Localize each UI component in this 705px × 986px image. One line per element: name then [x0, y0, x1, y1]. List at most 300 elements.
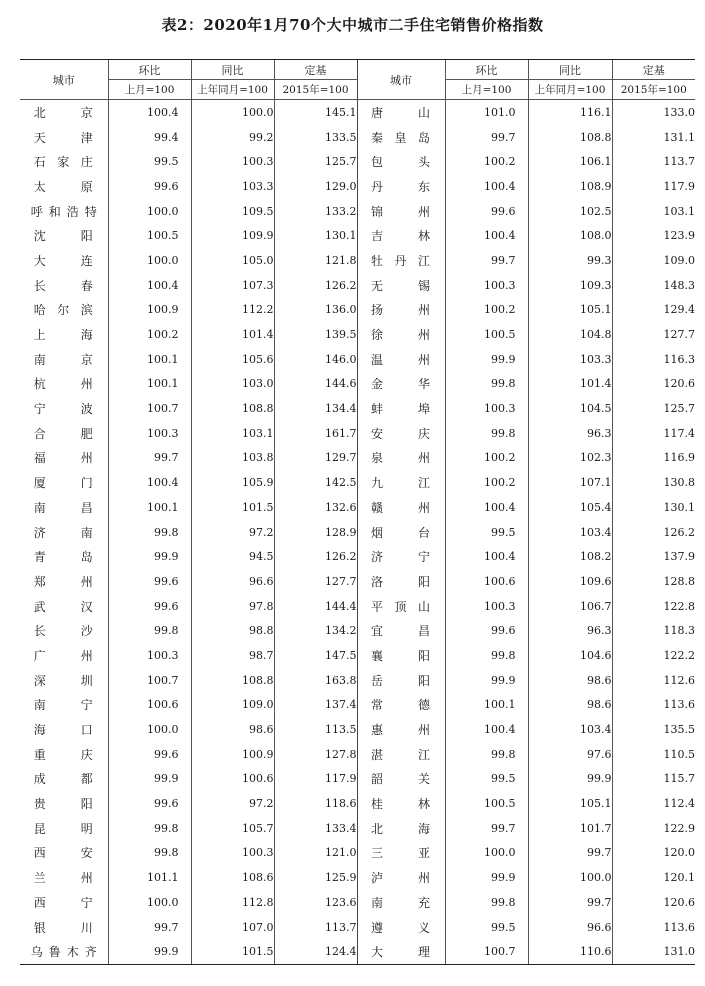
city-cell-left: [20, 396, 108, 421]
city-cell-right: [357, 742, 445, 767]
city-cell-left: [20, 199, 108, 224]
table-row: [20, 618, 695, 643]
base-value: 115.7: [612, 767, 695, 792]
yoy-value: 108.2: [528, 544, 612, 569]
table-row: [20, 915, 695, 940]
mom-value: 99.9: [445, 668, 528, 693]
city-cell-right: [357, 767, 445, 792]
mom-value: 100.7: [445, 939, 528, 964]
mom-value: 100.4: [108, 273, 191, 298]
city-cell-left: [20, 791, 108, 816]
base-value: 136.0: [274, 298, 357, 323]
city-name: 蚌埠: [371, 402, 431, 417]
base-value: 137.9: [612, 544, 695, 569]
yoy-value: 104.5: [528, 396, 612, 421]
yoy-value: 108.8: [191, 396, 274, 421]
yoy-value: 109.5: [191, 199, 274, 224]
mom-value: 99.5: [445, 767, 528, 792]
mom-value: 99.6: [445, 199, 528, 224]
mom-value: 100.3: [445, 594, 528, 619]
table-row: [20, 125, 695, 150]
base-value: 128.9: [274, 520, 357, 545]
base-value: 109.0: [612, 248, 695, 273]
city-cell-left: [20, 520, 108, 545]
city-name: 扬州: [371, 303, 431, 318]
base-value: 112.4: [612, 791, 695, 816]
city-cell-right: [357, 199, 445, 224]
yoy-value: 101.5: [191, 495, 274, 520]
city-cell-right: [357, 223, 445, 248]
table-row: [20, 347, 695, 372]
base-value: 123.6: [274, 890, 357, 915]
city-cell-left: [20, 322, 108, 347]
city-cell-left: [20, 421, 108, 446]
mom-value: 100.2: [445, 149, 528, 174]
yoy-value: 103.3: [191, 174, 274, 199]
mom-value: 100.6: [108, 693, 191, 718]
base-value: 118.3: [612, 618, 695, 643]
city-cell-right: [357, 347, 445, 372]
mom-value: 100.4: [445, 223, 528, 248]
yoy-value: 108.6: [191, 865, 274, 890]
base-value: 126.2: [612, 520, 695, 545]
table-title: 表2：2020年1月70个大中城市二手住宅销售价格指数: [161, 16, 544, 34]
mom-value: 99.8: [445, 890, 528, 915]
city-cell-left: [20, 841, 108, 866]
mom-value: 99.9: [445, 347, 528, 372]
mom-value: 99.5: [445, 520, 528, 545]
city-name: 惠州: [371, 723, 431, 738]
base-value: 130.8: [612, 470, 695, 495]
mom-value: 99.8: [445, 372, 528, 397]
mom-value: 99.7: [445, 248, 528, 273]
mom-value: 100.4: [445, 717, 528, 742]
mom-value: 99.8: [108, 618, 191, 643]
base-value: 133.4: [274, 816, 357, 841]
yoy-value: 101.4: [528, 372, 612, 397]
mom-value: 99.7: [108, 446, 191, 471]
mom-value: 100.3: [108, 421, 191, 446]
mom-value: 100.5: [445, 791, 528, 816]
base-header-right: 定基: [612, 60, 695, 80]
mom-value: 100.2: [445, 298, 528, 323]
table-row: [20, 791, 695, 816]
city-cell-right: [357, 125, 445, 150]
yoy-value: 105.4: [528, 495, 612, 520]
base-value: 110.5: [612, 742, 695, 767]
base-value: 132.6: [274, 495, 357, 520]
yoy-value: 109.3: [528, 273, 612, 298]
city-cell-right: [357, 149, 445, 174]
city-cell-left: [20, 816, 108, 841]
table-row: [20, 298, 695, 323]
city-name: 青岛: [33, 550, 94, 565]
mom-value: 99.7: [445, 125, 528, 150]
table-row: [20, 396, 695, 421]
city-name: 岳阳: [371, 673, 431, 688]
yoy-value: 98.6: [528, 668, 612, 693]
yoy-subheader-right: 上年同月=100: [528, 80, 612, 100]
city-cell-right: [357, 865, 445, 890]
table-row: [20, 322, 695, 347]
table-row: [20, 421, 695, 446]
mom-value: 99.9: [108, 939, 191, 964]
mom-value: 100.1: [108, 347, 191, 372]
city-cell-right: [357, 372, 445, 397]
city-name: 广州: [33, 648, 94, 663]
yoy-value: 100.9: [191, 742, 274, 767]
mom-value: 99.6: [108, 742, 191, 767]
mom-value: 100.2: [445, 446, 528, 471]
mom-value: 100.1: [108, 495, 191, 520]
yoy-value: 105.1: [528, 791, 612, 816]
city-name: 济南: [33, 525, 94, 540]
base-value: 113.6: [612, 915, 695, 940]
city-cell-right: [357, 939, 445, 964]
mom-value: 100.0: [108, 248, 191, 273]
base-value: 112.6: [612, 668, 695, 693]
city-name: 大理: [371, 945, 431, 960]
city-cell-right: [357, 693, 445, 718]
city-name: 安庆: [371, 426, 431, 441]
city-cell-right: [357, 421, 445, 446]
city-name: 唐山: [371, 105, 431, 120]
city-cell-left: [20, 915, 108, 940]
city-cell-left: [20, 890, 108, 915]
yoy-value: 99.2: [191, 125, 274, 150]
city-cell-right: [357, 544, 445, 569]
base-value: 129.4: [612, 298, 695, 323]
base-value: 122.2: [612, 643, 695, 668]
table-row: [20, 742, 695, 767]
yoy-value: 100.0: [191, 100, 274, 125]
base-value: 120.0: [612, 841, 695, 866]
city-name: 南充: [371, 895, 431, 910]
yoy-value: 106.1: [528, 149, 612, 174]
city-cell-left: [20, 495, 108, 520]
yoy-value: 107.3: [191, 273, 274, 298]
base-value: 135.5: [612, 717, 695, 742]
city-name: 丹东: [371, 179, 431, 194]
yoy-header-left: 同比: [191, 60, 274, 80]
city-name: 桂林: [371, 797, 431, 812]
table-row: [20, 470, 695, 495]
city-name: 沈阳: [33, 229, 94, 244]
city-name: 太原: [33, 179, 94, 194]
mom-value: 100.6: [445, 569, 528, 594]
base-value: 113.5: [274, 717, 357, 742]
base-value: 125.7: [274, 149, 357, 174]
mom-value: 100.1: [445, 693, 528, 718]
yoy-value: 98.8: [191, 618, 274, 643]
city-name: 武汉: [33, 599, 94, 614]
mom-value: 99.8: [108, 841, 191, 866]
city-cell-left: [20, 100, 108, 125]
yoy-value: 99.9: [528, 767, 612, 792]
base-value: 148.3: [612, 273, 695, 298]
base-value: 146.0: [274, 347, 357, 372]
city-cell-right: [357, 668, 445, 693]
base-value: 103.1: [612, 199, 695, 224]
city-name: 合肥: [33, 426, 94, 441]
mom-value: 100.0: [108, 199, 191, 224]
table-row: [20, 495, 695, 520]
base-value: 117.4: [612, 421, 695, 446]
table-row: [20, 939, 695, 964]
yoy-value: 98.7: [191, 643, 274, 668]
yoy-value: 102.5: [528, 199, 612, 224]
mom-value: 100.4: [108, 470, 191, 495]
city-header-right: 城市: [357, 60, 445, 100]
yoy-value: 108.8: [528, 125, 612, 150]
mom-subheader-right: 上月=100: [445, 80, 528, 100]
mom-value: 99.8: [108, 816, 191, 841]
yoy-value: 96.6: [528, 915, 612, 940]
table-row: [20, 100, 695, 125]
base-value: 122.9: [612, 816, 695, 841]
mom-value: 101.1: [108, 865, 191, 890]
yoy-value: 101.4: [191, 322, 274, 347]
city-cell-left: [20, 125, 108, 150]
yoy-value: 112.2: [191, 298, 274, 323]
yoy-value: 102.3: [528, 446, 612, 471]
city-cell-left: [20, 298, 108, 323]
yoy-value: 96.3: [528, 421, 612, 446]
city-name: 大连: [33, 253, 94, 268]
city-name: 南昌: [33, 500, 94, 515]
base-value: 144.6: [274, 372, 357, 397]
yoy-value: 105.6: [191, 347, 274, 372]
city-cell-left: [20, 643, 108, 668]
city-name: 包头: [371, 155, 431, 170]
mom-value: 100.4: [108, 100, 191, 125]
yoy-value: 105.7: [191, 816, 274, 841]
price-index-table: [20, 59, 695, 965]
city-name: 上海: [33, 328, 94, 343]
base-value: 134.2: [274, 618, 357, 643]
base-value: 123.9: [612, 223, 695, 248]
city-name: 秦皇岛: [371, 130, 431, 145]
table-row: [20, 199, 695, 224]
base-value: 131.1: [612, 125, 695, 150]
mom-value: 100.9: [108, 298, 191, 323]
base-value: 122.8: [612, 594, 695, 619]
yoy-value: 100.3: [191, 149, 274, 174]
base-value: 131.0: [612, 939, 695, 964]
base-value: 113.7: [612, 149, 695, 174]
mom-value: 99.8: [445, 742, 528, 767]
table-row: [20, 668, 695, 693]
city-name: 济宁: [371, 550, 431, 565]
city-name: 成都: [33, 772, 94, 787]
city-cell-right: [357, 446, 445, 471]
city-name: 呼和浩特: [30, 204, 97, 219]
yoy-value: 106.7: [528, 594, 612, 619]
city-cell-right: [357, 618, 445, 643]
city-name: 徐州: [371, 328, 431, 343]
table-row: [20, 767, 695, 792]
base-value: 126.2: [274, 544, 357, 569]
yoy-value: 99.7: [528, 841, 612, 866]
city-cell-left: [20, 865, 108, 890]
city-name: 海口: [33, 723, 94, 738]
mom-value: 99.9: [445, 865, 528, 890]
yoy-value: 100.6: [191, 767, 274, 792]
city-cell-right: [357, 520, 445, 545]
yoy-value: 107.1: [528, 470, 612, 495]
yoy-value: 98.6: [528, 693, 612, 718]
city-name: 银川: [33, 920, 94, 935]
mom-value: 99.8: [445, 643, 528, 668]
yoy-header-right: 同比: [528, 60, 612, 80]
base-value: 127.7: [612, 322, 695, 347]
yoy-value: 97.2: [191, 520, 274, 545]
mom-value: 99.9: [108, 544, 191, 569]
mom-header-right: 环比: [445, 60, 528, 80]
base-value: 120.1: [612, 865, 695, 890]
mom-value: 100.1: [108, 372, 191, 397]
city-name: 北海: [371, 821, 431, 836]
base-value: 120.6: [612, 372, 695, 397]
yoy-value: 105.0: [191, 248, 274, 273]
table-row: [20, 273, 695, 298]
mom-value: 100.5: [445, 322, 528, 347]
yoy-value: 103.4: [528, 520, 612, 545]
yoy-value: 112.8: [191, 890, 274, 915]
mom-value: 99.6: [445, 618, 528, 643]
mom-value: 99.7: [108, 915, 191, 940]
city-name: 九江: [371, 476, 431, 491]
yoy-value: 108.8: [191, 668, 274, 693]
base-header-left: 定基: [274, 60, 357, 80]
city-cell-right: [357, 174, 445, 199]
mom-value: 100.4: [445, 495, 528, 520]
table-row: [20, 643, 695, 668]
table-row: [20, 693, 695, 718]
city-name: 西宁: [33, 895, 94, 910]
table-row: [20, 816, 695, 841]
mom-value: 99.6: [108, 174, 191, 199]
city-name: 平顶山: [371, 599, 431, 614]
city-cell-right: [357, 890, 445, 915]
table-body: [20, 100, 695, 965]
yoy-value: 94.5: [191, 544, 274, 569]
city-name: 烟台: [371, 525, 431, 540]
base-value: 121.8: [274, 248, 357, 273]
city-cell-right: [357, 841, 445, 866]
yoy-value: 108.9: [528, 174, 612, 199]
city-name: 杭州: [33, 377, 94, 392]
city-cell-left: [20, 248, 108, 273]
city-name: 吉林: [371, 229, 431, 244]
mom-value: 100.0: [108, 890, 191, 915]
base-value: 144.4: [274, 594, 357, 619]
mom-value: 99.5: [445, 915, 528, 940]
city-cell-left: [20, 149, 108, 174]
table-row: [20, 223, 695, 248]
mom-value: 100.4: [445, 544, 528, 569]
yoy-value: 103.3: [528, 347, 612, 372]
yoy-value: 109.9: [191, 223, 274, 248]
city-cell-left: [20, 569, 108, 594]
city-name: 兰州: [33, 871, 94, 886]
city-header-left: 城市: [20, 60, 108, 100]
table-row: [20, 890, 695, 915]
city-name: 深圳: [33, 673, 94, 688]
table-row: [20, 717, 695, 742]
base-value: 133.2: [274, 199, 357, 224]
city-name: 重庆: [33, 747, 94, 762]
city-name: 牡丹江: [371, 253, 431, 268]
city-name: 洛阳: [371, 574, 431, 589]
city-name: 长春: [33, 278, 94, 293]
base-value: 124.4: [274, 939, 357, 964]
mom-value: 99.8: [108, 520, 191, 545]
table-row: [20, 174, 695, 199]
mom-value: 99.4: [108, 125, 191, 150]
city-name: 郑州: [33, 574, 94, 589]
yoy-value: 108.0: [528, 223, 612, 248]
city-name: 哈尔滨: [33, 303, 94, 318]
yoy-value: 97.8: [191, 594, 274, 619]
table-row: [20, 594, 695, 619]
city-cell-left: [20, 273, 108, 298]
city-cell-left: [20, 693, 108, 718]
base-value: 130.1: [612, 495, 695, 520]
base-value: 134.4: [274, 396, 357, 421]
base-value: 117.9: [612, 174, 695, 199]
city-name: 昆明: [33, 821, 94, 836]
table-row: [20, 841, 695, 866]
base-value: 161.7: [274, 421, 357, 446]
city-cell-right: [357, 643, 445, 668]
yoy-value: 109.6: [528, 569, 612, 594]
city-name: 贵阳: [33, 797, 94, 812]
mom-value: 100.5: [108, 223, 191, 248]
city-cell-right: [357, 915, 445, 940]
base-value: 125.7: [612, 396, 695, 421]
yoy-value: 100.0: [528, 865, 612, 890]
yoy-value: 96.3: [528, 618, 612, 643]
city-name: 泸州: [371, 871, 431, 886]
mom-value: 100.0: [445, 841, 528, 866]
city-cell-left: [20, 742, 108, 767]
city-cell-right: [357, 470, 445, 495]
mom-value: 100.3: [108, 643, 191, 668]
city-name: 宜昌: [371, 624, 431, 639]
city-name: 乌鲁木齐: [30, 945, 97, 960]
table-row: [20, 520, 695, 545]
yoy-value: 109.0: [191, 693, 274, 718]
mom-subheader-left: 上月=100: [108, 80, 191, 100]
city-name: 湛江: [371, 747, 431, 762]
city-cell-left: [20, 372, 108, 397]
city-name: 北京: [33, 105, 94, 120]
yoy-value: 104.6: [528, 643, 612, 668]
city-cell-left: [20, 544, 108, 569]
city-name: 石家庄: [33, 155, 94, 170]
table-row: [20, 149, 695, 174]
city-name: 韶关: [371, 772, 431, 787]
base-value: 142.5: [274, 470, 357, 495]
base-value: 129.7: [274, 446, 357, 471]
city-cell-left: [20, 446, 108, 471]
yoy-value: 98.6: [191, 717, 274, 742]
base-value: 127.8: [274, 742, 357, 767]
city-cell-right: [357, 396, 445, 421]
yoy-value: 103.8: [191, 446, 274, 471]
city-cell-right: [357, 298, 445, 323]
